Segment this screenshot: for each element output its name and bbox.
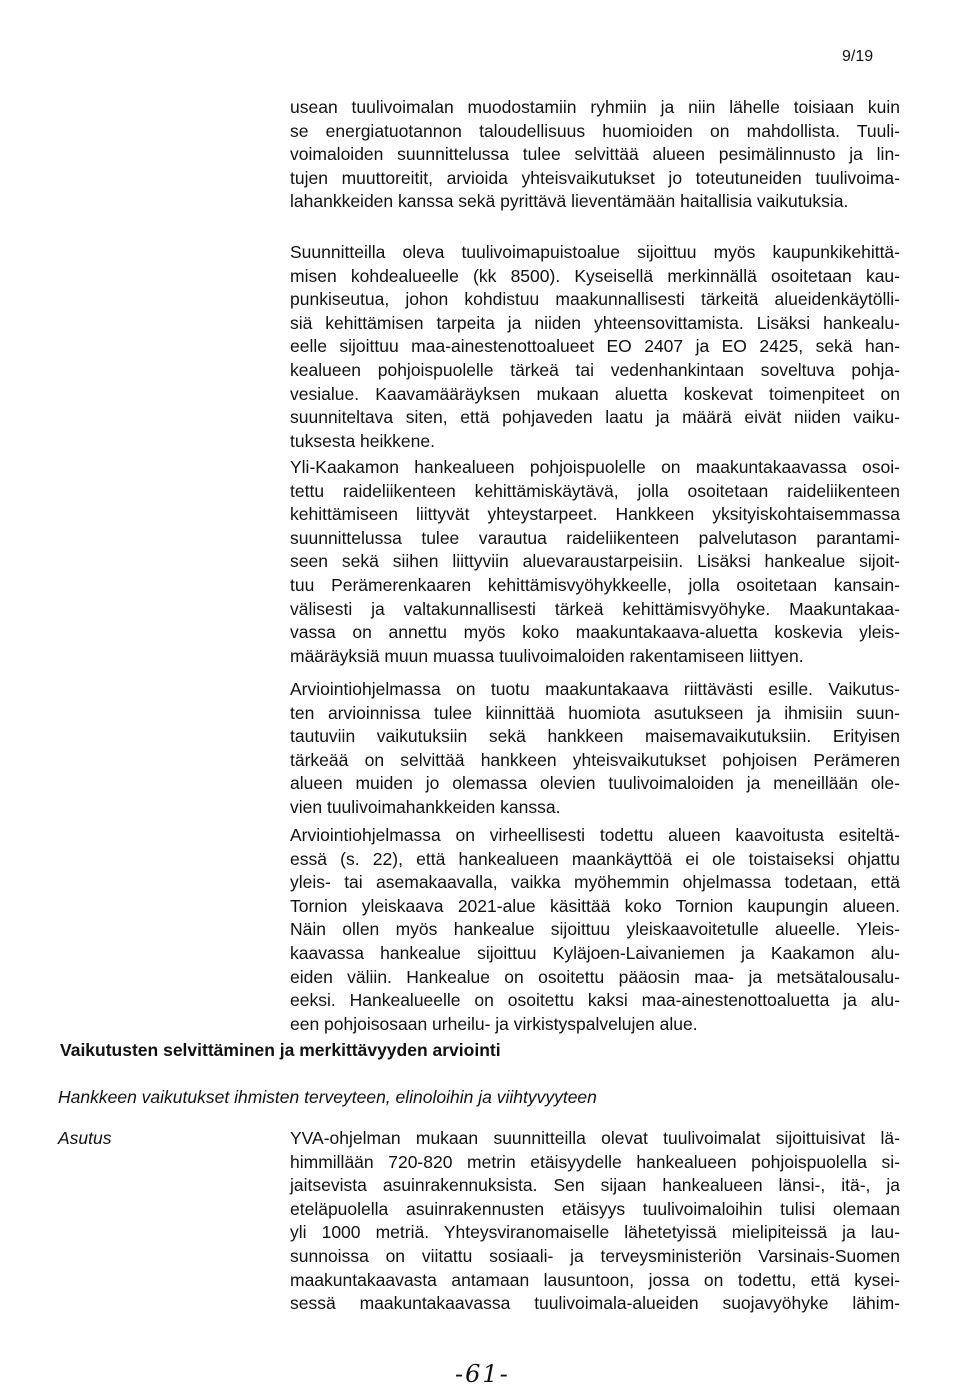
text-line: siä kehittämisen tarpeita ja niiden yhteensovittamista. Lisäksi hankealu- (290, 312, 900, 333)
text-line: vassa on annettu myös koko maakuntakaava-aluetta koskevia yleis- (290, 622, 900, 643)
text-line: se energiatuotannon taloudellisuus huomioiden on mahdollista. Tuuli- (290, 120, 900, 141)
subsection-heading: Hankkeen vaikutukset ihmisten terveyteen, elinoloihin ja viihtyvyyteen (58, 1087, 597, 1107)
handwritten-page-mark: -61- (455, 1360, 510, 1388)
text-line: vesialue. Kaavamääräyksen mukaan aluetta koskevat toimenpiteet on (290, 383, 900, 404)
text-line: Yli-Kaakamon hankealueen pohjoispuolelle on maakuntakaavassa osoi- (290, 457, 900, 477)
text-line: tettu raideliikenteen kehittämiskäytävä, jolla osoitetaan raideliikenteen (290, 480, 900, 501)
text-line: suunniteltava siten, että pohjaveden laatu ja määrä eivät niiden vaiku- (290, 407, 900, 428)
text-line: tuksesta heikkene. (290, 430, 435, 451)
text-line: välisesti ja valtakunnallisesti tärkeä kehittämisvyöhyke. Maakuntakaa- (290, 598, 900, 619)
text-line: maakuntakaavasta antamaan lausuntoon, jossa on todettu, että kysei- (290, 1269, 900, 1290)
text-line: voimaloiden suunnittelussa tulee selvittää alueen pesimälinnusto ja lin- (290, 144, 900, 165)
text-line: Suunnitteilla oleva tuulivoimapuistoalue sijoittuu myös kaupunkikehittä- (290, 242, 900, 262)
text-line: tautuviin vaikutuksiin sekä hankkeen maisemavaikutuksiin. Erityisen (290, 726, 900, 747)
text-line: lahankkeiden kanssa sekä pyrittävä lieventämään haitallisia vaikutuksia. (290, 191, 849, 212)
text-line: määräyksiä muun muassa tuulivoimaloiden rakentamiseen liittyen. (290, 645, 804, 666)
text-line: punkiseutua, johon kohdistuu maakunnallisesti tärkeitä alueidenkäytölli- (290, 289, 900, 310)
paragraph-1 (290, 96, 900, 214)
text-line: een pohjoisosaan urheilu- ja virkistyspalvelujen alue. (290, 1013, 698, 1034)
text-line: himmillään 720-820 metrin etäisyydelle hankealueen pohjoispuolella si- (290, 1151, 900, 1172)
text-line: suunnittelussa tulee varautua raideliikenteen palvelutason parantami- (290, 527, 900, 548)
text-line: jaitsevista asuinrakennuksista. Sen sijaan hankealueen länsi-, itä-, ja (290, 1175, 900, 1196)
text-line: usean tuulivoimalan muodostamiin ryhmiin ja niin lähelle toisiaan kuin (290, 97, 900, 117)
text-line: tärkeää on selvittää hankkeen yhteisvaikutukset pohjoisen Perämeren (290, 749, 900, 770)
text-line: tujen muuttoreitit, arvioida yhteisvaikutukset jo toteutuneiden tuulivoima- (290, 167, 900, 188)
text-line: Arviointiohjelmassa on tuotu maakuntakaava riittävästi esille. Vaikutus- (290, 679, 900, 699)
text-line: kehittämiseen liittyvät yhteystarpeet. Hankkeen yksityiskohtaisemmassa (290, 504, 900, 525)
side-label-asutus: Asutus (58, 1128, 112, 1148)
text-line: Näin ollen myös hankealue sijoittuu yleiskaavoitetulle alueelle. Yleis- (290, 919, 900, 940)
text-line: sessä maakuntakaavassa tuulivoimala-alueiden suojavyöhyke lähim- (290, 1293, 900, 1314)
text-line: Arviointiohjelmassa on virheellisesti todettu alueen kaavoitusta esiteltä- (290, 825, 900, 845)
text-line: eiden väliin. Hankealue on osoitettu pääosin maa- ja metsätalousalu- (290, 966, 900, 987)
text-line: ten arvioinnissa tulee kiinnittää huomiota asutukseen ja ihmisiin suun- (290, 702, 900, 723)
paragraph-5 (290, 824, 900, 1036)
text-line: sunnoissa on viitattu sosiaali- ja terveysministeriön Varsinais-Suomen (290, 1245, 900, 1266)
text-line: misen kohdealueelle (kk 8500). Kyseisellä merkinnällä osoitetaan kau- (290, 265, 900, 286)
text-line: yli 1000 metriä. Yhteysviranomaiselle lähetetyissä mielipiteissä ja lau- (290, 1222, 900, 1243)
text-line: eelle sijoittuu maa-ainestenottoalueet EO 2407 ja EO 2425, sekä han- (290, 336, 900, 357)
text-line: kaavassa hankealue sijoittuu Kyläjoen-Laivaniemen ja Kaakamon alu- (290, 942, 900, 963)
text-line: essä (s. 22), että hankealueen maankäyttöä ei ole toistaiseksi ohjattu (290, 848, 900, 869)
text-line: eeksi. Hankealueelle on osoitettu kaksi maa-ainestenottoaluetta ja alu- (290, 990, 900, 1011)
text-line: seen sekä siihen liittyviin aluevaraustarpeisiin. Lisäksi hankealue sijoit- (290, 551, 900, 572)
text-line: eteläpuolella asuinrakennusten etäisyys tuulivoimaloihin tulisi olemaan (290, 1198, 900, 1219)
text-line: YVA-ohjelman mukaan suunnitteilla olevat tuulivoimalat sijoittuisivat lä- (290, 1128, 900, 1148)
page-number: 9/19 (842, 48, 874, 65)
paragraph-2 (290, 241, 900, 453)
text-line: kealueen pohjoispuolelle tärkeä tai vedenhankintaan soveltuva pohja- (290, 359, 900, 380)
text-line: alueen muiden jo olemassa olevien tuulivoimaloiden ja meneillään ole- (290, 773, 900, 794)
text-line: tuu Perämerenkaaren kehittämisvyöhykkeelle, jolla osoitetaan kansain- (290, 574, 900, 595)
paragraph-4 (290, 678, 900, 820)
paragraph-asutus (290, 1127, 900, 1316)
text-line: Tornion yleiskaava 2021-alue käsittää koko Tornion kaupungin alueen. (290, 895, 900, 916)
text-line: vien tuulivoimahankkeiden kanssa. (290, 796, 561, 817)
text-line: yleis- tai asemakaavalla, vaikka myöhemmin ohjelmassa todetaan, että (290, 872, 900, 893)
paragraph-3 (290, 456, 900, 668)
section-heading: Vaikutusten selvittäminen ja merkittävyyden arviointi (60, 1040, 501, 1060)
